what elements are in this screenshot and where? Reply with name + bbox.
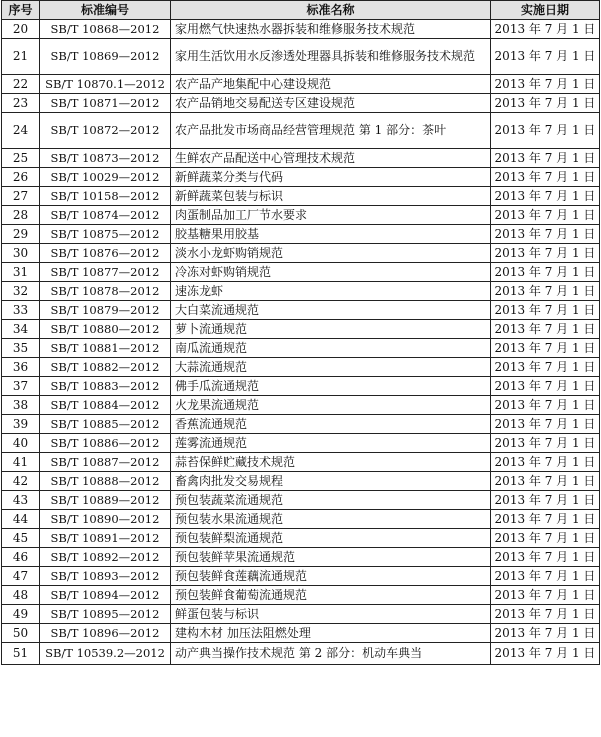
cell-no: 48 <box>2 586 40 605</box>
table-row <box>2 415 600 434</box>
cell-code: SB/T 10869—2012 <box>40 39 171 75</box>
table-row <box>2 624 600 643</box>
table-row <box>2 187 600 206</box>
cell-date: 2013 年 7 月 1 日 <box>491 339 600 358</box>
table-row <box>2 510 600 529</box>
cell-no: 47 <box>2 567 40 586</box>
cell-no: 49 <box>2 605 40 624</box>
cell-code: SB/T 10158—2012 <box>40 187 171 206</box>
cell-name: 预包装鲜梨流通规范 <box>171 529 491 548</box>
table-row <box>2 263 600 282</box>
cell-date: 2013 年 7 月 1 日 <box>491 396 600 415</box>
cell-date: 2013 年 7 月 1 日 <box>491 39 600 75</box>
standards-table <box>1 0 600 665</box>
table-row <box>2 586 600 605</box>
cell-date: 2013 年 7 月 1 日 <box>491 358 600 377</box>
cell-date: 2013 年 7 月 1 日 <box>491 206 600 225</box>
cell-name: 预包装鲜苹果流通规范 <box>171 548 491 567</box>
table-row <box>2 643 600 665</box>
cell-name: 家用燃气快速热水器拆装和维修服务技术规范 <box>171 20 491 39</box>
cell-no: 28 <box>2 206 40 225</box>
cell-no: 45 <box>2 529 40 548</box>
cell-no: 23 <box>2 94 40 113</box>
cell-date: 2013 年 7 月 1 日 <box>491 113 600 149</box>
cell-name: 蒜苔保鲜贮藏技术规范 <box>171 453 491 472</box>
cell-date: 2013 年 7 月 1 日 <box>491 491 600 510</box>
cell-date: 2013 年 7 月 1 日 <box>491 75 600 94</box>
cell-code: SB/T 10868—2012 <box>40 20 171 39</box>
cell-code: SB/T 10892—2012 <box>40 548 171 567</box>
table-row <box>2 358 600 377</box>
cell-code: SB/T 10870.1—2012 <box>40 75 171 94</box>
cell-name: 萝卜流通规范 <box>171 320 491 339</box>
cell-no: 27 <box>2 187 40 206</box>
cell-code: SB/T 10876—2012 <box>40 244 171 263</box>
cell-no: 38 <box>2 396 40 415</box>
table-row <box>2 377 600 396</box>
cell-date: 2013 年 7 月 1 日 <box>491 377 600 396</box>
cell-date: 2013 年 7 月 1 日 <box>491 472 600 491</box>
cell-no: 25 <box>2 149 40 168</box>
table-row <box>2 149 600 168</box>
cell-code: SB/T 10882—2012 <box>40 358 171 377</box>
table-row <box>2 472 600 491</box>
cell-no: 41 <box>2 453 40 472</box>
table-row <box>2 39 600 75</box>
cell-code: SB/T 10894—2012 <box>40 586 171 605</box>
cell-name: 胶基糖果用胶基 <box>171 225 491 244</box>
cell-name: 火龙果流通规范 <box>171 396 491 415</box>
cell-date: 2013 年 7 月 1 日 <box>491 415 600 434</box>
cell-code: SB/T 10884—2012 <box>40 396 171 415</box>
cell-no: 22 <box>2 75 40 94</box>
table-row <box>2 320 600 339</box>
cell-no: 34 <box>2 320 40 339</box>
cell-name: 建构木材 加压法阻燃处理 <box>171 624 491 643</box>
cell-code: SB/T 10885—2012 <box>40 415 171 434</box>
cell-no: 20 <box>2 20 40 39</box>
cell-name: 预包装水果流通规范 <box>171 510 491 529</box>
cell-name: 动产典当操作技术规范 第 2 部分：机动车典当 <box>171 643 491 665</box>
cell-date: 2013 年 7 月 1 日 <box>491 320 600 339</box>
cell-no: 30 <box>2 244 40 263</box>
cell-no: 29 <box>2 225 40 244</box>
cell-no: 24 <box>2 113 40 149</box>
cell-date: 2013 年 7 月 1 日 <box>491 529 600 548</box>
cell-code: SB/T 10895—2012 <box>40 605 171 624</box>
table-row <box>2 453 600 472</box>
table-row <box>2 282 600 301</box>
cell-no: 32 <box>2 282 40 301</box>
cell-date: 2013 年 7 月 1 日 <box>491 643 600 665</box>
cell-code: SB/T 10871—2012 <box>40 94 171 113</box>
cell-code: SB/T 10875—2012 <box>40 225 171 244</box>
cell-name: 香蕉流通规范 <box>171 415 491 434</box>
cell-code: SB/T 10888—2012 <box>40 472 171 491</box>
cell-name: 预包装蔬菜流通规范 <box>171 491 491 510</box>
cell-date: 2013 年 7 月 1 日 <box>491 605 600 624</box>
cell-name: 鲜蛋包装与标识 <box>171 605 491 624</box>
table-row <box>2 548 600 567</box>
table-row <box>2 168 600 187</box>
cell-date: 2013 年 7 月 1 日 <box>491 624 600 643</box>
cell-date: 2013 年 7 月 1 日 <box>491 301 600 320</box>
header-no: 序号 <box>2 1 40 20</box>
cell-name: 大蒜流通规范 <box>171 358 491 377</box>
cell-no: 40 <box>2 434 40 453</box>
table-row <box>2 225 600 244</box>
cell-no: 44 <box>2 510 40 529</box>
cell-code: SB/T 10029—2012 <box>40 168 171 187</box>
table-row <box>2 339 600 358</box>
cell-no: 37 <box>2 377 40 396</box>
cell-code: SB/T 10890—2012 <box>40 510 171 529</box>
cell-date: 2013 年 7 月 1 日 <box>491 586 600 605</box>
cell-name: 莲雾流通规范 <box>171 434 491 453</box>
cell-name: 新鲜蔬菜包装与标识 <box>171 187 491 206</box>
cell-no: 31 <box>2 263 40 282</box>
header-row <box>2 1 600 20</box>
cell-name: 肉蛋制品加工厂节水要求 <box>171 206 491 225</box>
cell-name: 南瓜流通规范 <box>171 339 491 358</box>
cell-no: 50 <box>2 624 40 643</box>
cell-code: SB/T 10873—2012 <box>40 149 171 168</box>
cell-name: 淡水小龙虾购销规范 <box>171 244 491 263</box>
cell-code: SB/T 10872—2012 <box>40 113 171 149</box>
cell-name: 预包装鲜食莲藕流通规范 <box>171 567 491 586</box>
cell-code: SB/T 10877—2012 <box>40 263 171 282</box>
table-row <box>2 244 600 263</box>
cell-date: 2013 年 7 月 1 日 <box>491 453 600 472</box>
table-row <box>2 605 600 624</box>
cell-code: SB/T 10878—2012 <box>40 282 171 301</box>
table-row <box>2 567 600 586</box>
cell-date: 2013 年 7 月 1 日 <box>491 20 600 39</box>
cell-code: SB/T 10880—2012 <box>40 320 171 339</box>
cell-name: 新鲜蔬菜分类与代码 <box>171 168 491 187</box>
cell-date: 2013 年 7 月 1 日 <box>491 282 600 301</box>
cell-name: 佛手瓜流通规范 <box>171 377 491 396</box>
cell-code: SB/T 10891—2012 <box>40 529 171 548</box>
table-row <box>2 113 600 149</box>
cell-date: 2013 年 7 月 1 日 <box>491 548 600 567</box>
cell-code: SB/T 10881—2012 <box>40 339 171 358</box>
cell-date: 2013 年 7 月 1 日 <box>491 510 600 529</box>
header-code: 标准编号 <box>40 1 171 20</box>
table-row <box>2 20 600 39</box>
cell-code: SB/T 10539.2—2012 <box>40 643 171 665</box>
cell-no: 42 <box>2 472 40 491</box>
cell-no: 33 <box>2 301 40 320</box>
cell-date: 2013 年 7 月 1 日 <box>491 94 600 113</box>
cell-date: 2013 年 7 月 1 日 <box>491 244 600 263</box>
table-body <box>2 20 600 665</box>
cell-no: 21 <box>2 39 40 75</box>
cell-date: 2013 年 7 月 1 日 <box>491 168 600 187</box>
cell-name: 生鲜农产品配送中心管理技术规范 <box>171 149 491 168</box>
cell-date: 2013 年 7 月 1 日 <box>491 567 600 586</box>
header-name: 标准名称 <box>171 1 491 20</box>
cell-code: SB/T 10879—2012 <box>40 301 171 320</box>
cell-no: 43 <box>2 491 40 510</box>
cell-no: 46 <box>2 548 40 567</box>
cell-code: SB/T 10883—2012 <box>40 377 171 396</box>
cell-no: 35 <box>2 339 40 358</box>
cell-no: 36 <box>2 358 40 377</box>
cell-name: 农产品产地集配中心建设规范 <box>171 75 491 94</box>
table-row <box>2 491 600 510</box>
cell-code: SB/T 10896—2012 <box>40 624 171 643</box>
cell-date: 2013 年 7 月 1 日 <box>491 225 600 244</box>
table-row <box>2 529 600 548</box>
cell-code: SB/T 10889—2012 <box>40 491 171 510</box>
cell-date: 2013 年 7 月 1 日 <box>491 187 600 206</box>
cell-no: 39 <box>2 415 40 434</box>
cell-code: SB/T 10886—2012 <box>40 434 171 453</box>
cell-name: 家用生活饮用水反渗透处理器具拆装和维修服务技术规范 <box>171 39 491 75</box>
table-row <box>2 434 600 453</box>
table-row <box>2 75 600 94</box>
cell-name: 冷冻对虾购销规范 <box>171 263 491 282</box>
cell-name: 农产品销地交易配送专区建设规范 <box>171 94 491 113</box>
cell-name: 畜禽肉批发交易规程 <box>171 472 491 491</box>
cell-name: 速冻龙虾 <box>171 282 491 301</box>
cell-no: 51 <box>2 643 40 665</box>
table-row <box>2 396 600 415</box>
cell-date: 2013 年 7 月 1 日 <box>491 263 600 282</box>
cell-name: 预包装鲜食葡萄流通规范 <box>171 586 491 605</box>
cell-date: 2013 年 7 月 1 日 <box>491 434 600 453</box>
table-row <box>2 301 600 320</box>
cell-name: 大白菜流通规范 <box>171 301 491 320</box>
cell-code: SB/T 10887—2012 <box>40 453 171 472</box>
cell-code: SB/T 10893—2012 <box>40 567 171 586</box>
cell-no: 26 <box>2 168 40 187</box>
table-row <box>2 206 600 225</box>
cell-name: 农产品批发市场商品经营管理规范 第 1 部分：茶叶 <box>171 113 491 149</box>
header-date: 实施日期 <box>491 1 600 20</box>
table-row <box>2 94 600 113</box>
cell-code: SB/T 10874—2012 <box>40 206 171 225</box>
cell-date: 2013 年 7 月 1 日 <box>491 149 600 168</box>
standards-table-page <box>1 0 599 665</box>
